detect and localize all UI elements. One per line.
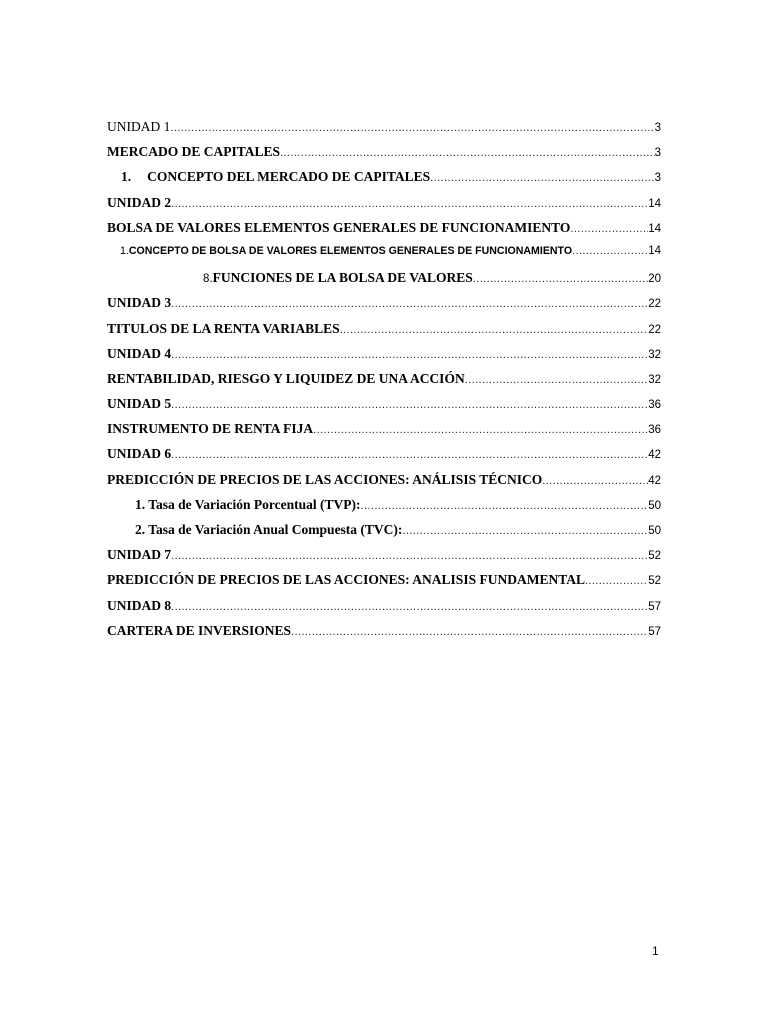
toc-entry-page: 22 xyxy=(648,323,661,336)
toc-entry-title: UNIDAD 2 xyxy=(107,194,172,210)
toc-entry-title: PREDICCIÓN DE PRECIOS DE LAS ACCIONES: ANÁLISIS TÉCNICO xyxy=(107,471,543,487)
toc-entry-title: TITULOS DE LA RENTA VARIABLES xyxy=(107,320,340,336)
toc-entry-analisis-tecnico[interactable] xyxy=(107,472,661,497)
toc-entry-unidad-7[interactable] xyxy=(107,547,661,572)
toc-entry-page: 3 xyxy=(654,122,661,134)
toc-entry-page: 3 xyxy=(654,147,661,160)
toc-dot-leader xyxy=(473,273,648,285)
toc-entry-title: CONCEPTO DE BOLSA DE VALORES ELEMENTOS GENERALES DE FUNCIONAMIENTO xyxy=(128,244,573,257)
toc-entry-page: 36 xyxy=(648,399,661,412)
toc-dot-leader xyxy=(171,601,648,613)
toc-entry-title: FUNCIONES DE LA BOLSA DE VALORES xyxy=(212,270,473,286)
toc-entry-number: 1. xyxy=(120,244,129,257)
toc-dot-leader xyxy=(170,122,654,134)
toc-entry-title: 2. Tasa de Variación Anual Compuesta (TVC): xyxy=(135,522,403,537)
toc-entry-page: 22 xyxy=(648,298,661,311)
toc-dot-leader xyxy=(585,575,648,587)
toc-dot-leader xyxy=(542,475,648,487)
toc-entry-unidad-4[interactable] xyxy=(107,346,661,371)
toc-dot-leader xyxy=(171,349,648,361)
toc-entry-page: 3 xyxy=(654,172,661,185)
toc-entry-page: 14 xyxy=(648,197,661,210)
toc-entry-concepto-bolsa[interactable] xyxy=(107,245,661,270)
toc-entry-titulos-renta-variable[interactable] xyxy=(107,321,661,346)
page-number: 1 xyxy=(652,944,659,958)
toc-entry-page: 36 xyxy=(648,424,661,437)
toc-entry-page: 50 xyxy=(648,525,661,537)
toc-entry-title: UNIDAD 8 xyxy=(107,597,172,613)
toc-entry-title: CARTERA DE INVERSIONES xyxy=(107,622,292,638)
toc-entry-title: INSTRUMENTO DE RENTA FIJA xyxy=(107,421,314,437)
toc-entry-title: UNIDAD 7 xyxy=(107,547,172,563)
toc-entry-cartera-inversiones[interactable] xyxy=(107,623,661,648)
toc-entry-title: UNIDAD 6 xyxy=(107,446,172,462)
toc-entry-page: 32 xyxy=(648,348,661,361)
toc-dot-leader xyxy=(171,298,648,310)
toc-entry-mercado-de-capitales[interactable] xyxy=(107,144,661,169)
toc-entry-title: UNIDAD 3 xyxy=(107,295,172,311)
toc-entry-number: 1. xyxy=(121,169,132,185)
toc-dot-leader xyxy=(570,223,648,235)
toc-entry-title: BOLSA DE VALORES ELEMENTOS GENERALES DE FUNCIONAMIENTO xyxy=(107,219,571,235)
toc-entry-unidad-2[interactable] xyxy=(107,195,661,220)
toc-entry-page: 42 xyxy=(648,449,661,462)
toc-entry-page: 50 xyxy=(648,499,661,512)
toc-entry-tvc[interactable] xyxy=(107,522,661,547)
toc-dot-leader xyxy=(465,374,649,386)
toc-entry-page: 14 xyxy=(648,244,661,257)
toc-entry-title: UNIDAD 4 xyxy=(107,345,172,361)
toc-entry-title: UNIDAD 1 xyxy=(107,119,171,134)
toc-entry-unidad-8[interactable] xyxy=(107,598,661,623)
toc-dot-leader xyxy=(361,500,649,512)
toc-dot-leader xyxy=(340,324,649,336)
toc-entry-concepto-mercado[interactable] xyxy=(107,169,661,194)
toc-entry-tvp[interactable] xyxy=(107,497,661,522)
toc-entry-page: 20 xyxy=(648,273,661,286)
toc-dot-leader xyxy=(171,550,648,562)
toc-dot-leader xyxy=(171,198,648,210)
toc-entry-bolsa-de-valores[interactable] xyxy=(107,220,661,245)
toc-entry-funciones-bolsa[interactable] xyxy=(107,270,661,295)
toc-entry-unidad-5[interactable] xyxy=(107,396,661,421)
toc-entry-title: CONCEPTO DEL MERCADO DE CAPITALES xyxy=(147,169,431,185)
toc-dot-leader xyxy=(171,449,648,461)
toc-entry-rentabilidad-riesgo[interactable] xyxy=(107,371,661,396)
toc-dot-leader xyxy=(313,424,648,436)
toc-entry-title: RENTABILIDAD, RIESGO Y LIQUIDEZ DE UNA ACCIÓN xyxy=(107,370,465,386)
toc-entry-unidad-6[interactable] xyxy=(107,446,661,471)
toc-entry-unidad-1[interactable] xyxy=(107,119,661,144)
toc-dot-leader xyxy=(171,399,648,411)
toc-entry-title: 1. Tasa de Variación Porcentual (TVP): xyxy=(135,496,361,512)
toc-entry-page: 52 xyxy=(648,575,661,588)
toc-entry-page: 52 xyxy=(648,550,661,563)
toc-entry-number: 8. xyxy=(203,273,213,286)
toc-entry-page: 42 xyxy=(648,474,661,487)
toc-entry-unidad-3[interactable] xyxy=(107,295,661,320)
toc-dot-leader xyxy=(291,626,648,638)
toc-entry-title: UNIDAD 5 xyxy=(107,396,172,412)
toc-entry-title: MERCADO DE CAPITALES xyxy=(107,144,281,160)
toc-entry-page: 32 xyxy=(648,373,661,386)
toc-entry-page: 57 xyxy=(648,625,661,638)
table-of-contents xyxy=(107,119,661,648)
toc-dot-leader xyxy=(402,525,648,537)
toc-entry-page: 57 xyxy=(648,600,661,613)
toc-dot-leader xyxy=(572,245,648,257)
toc-entry-renta-fija[interactable] xyxy=(107,421,661,446)
toc-entry-page: 14 xyxy=(648,222,661,235)
toc-entry-analisis-fundamental[interactable] xyxy=(107,572,661,597)
toc-dot-leader xyxy=(430,172,654,184)
toc-dot-leader xyxy=(280,147,655,159)
toc-entry-title: PREDICCIÓN DE PRECIOS DE LAS ACCIONES: ANALISIS FUNDAMENTAL xyxy=(107,572,585,588)
